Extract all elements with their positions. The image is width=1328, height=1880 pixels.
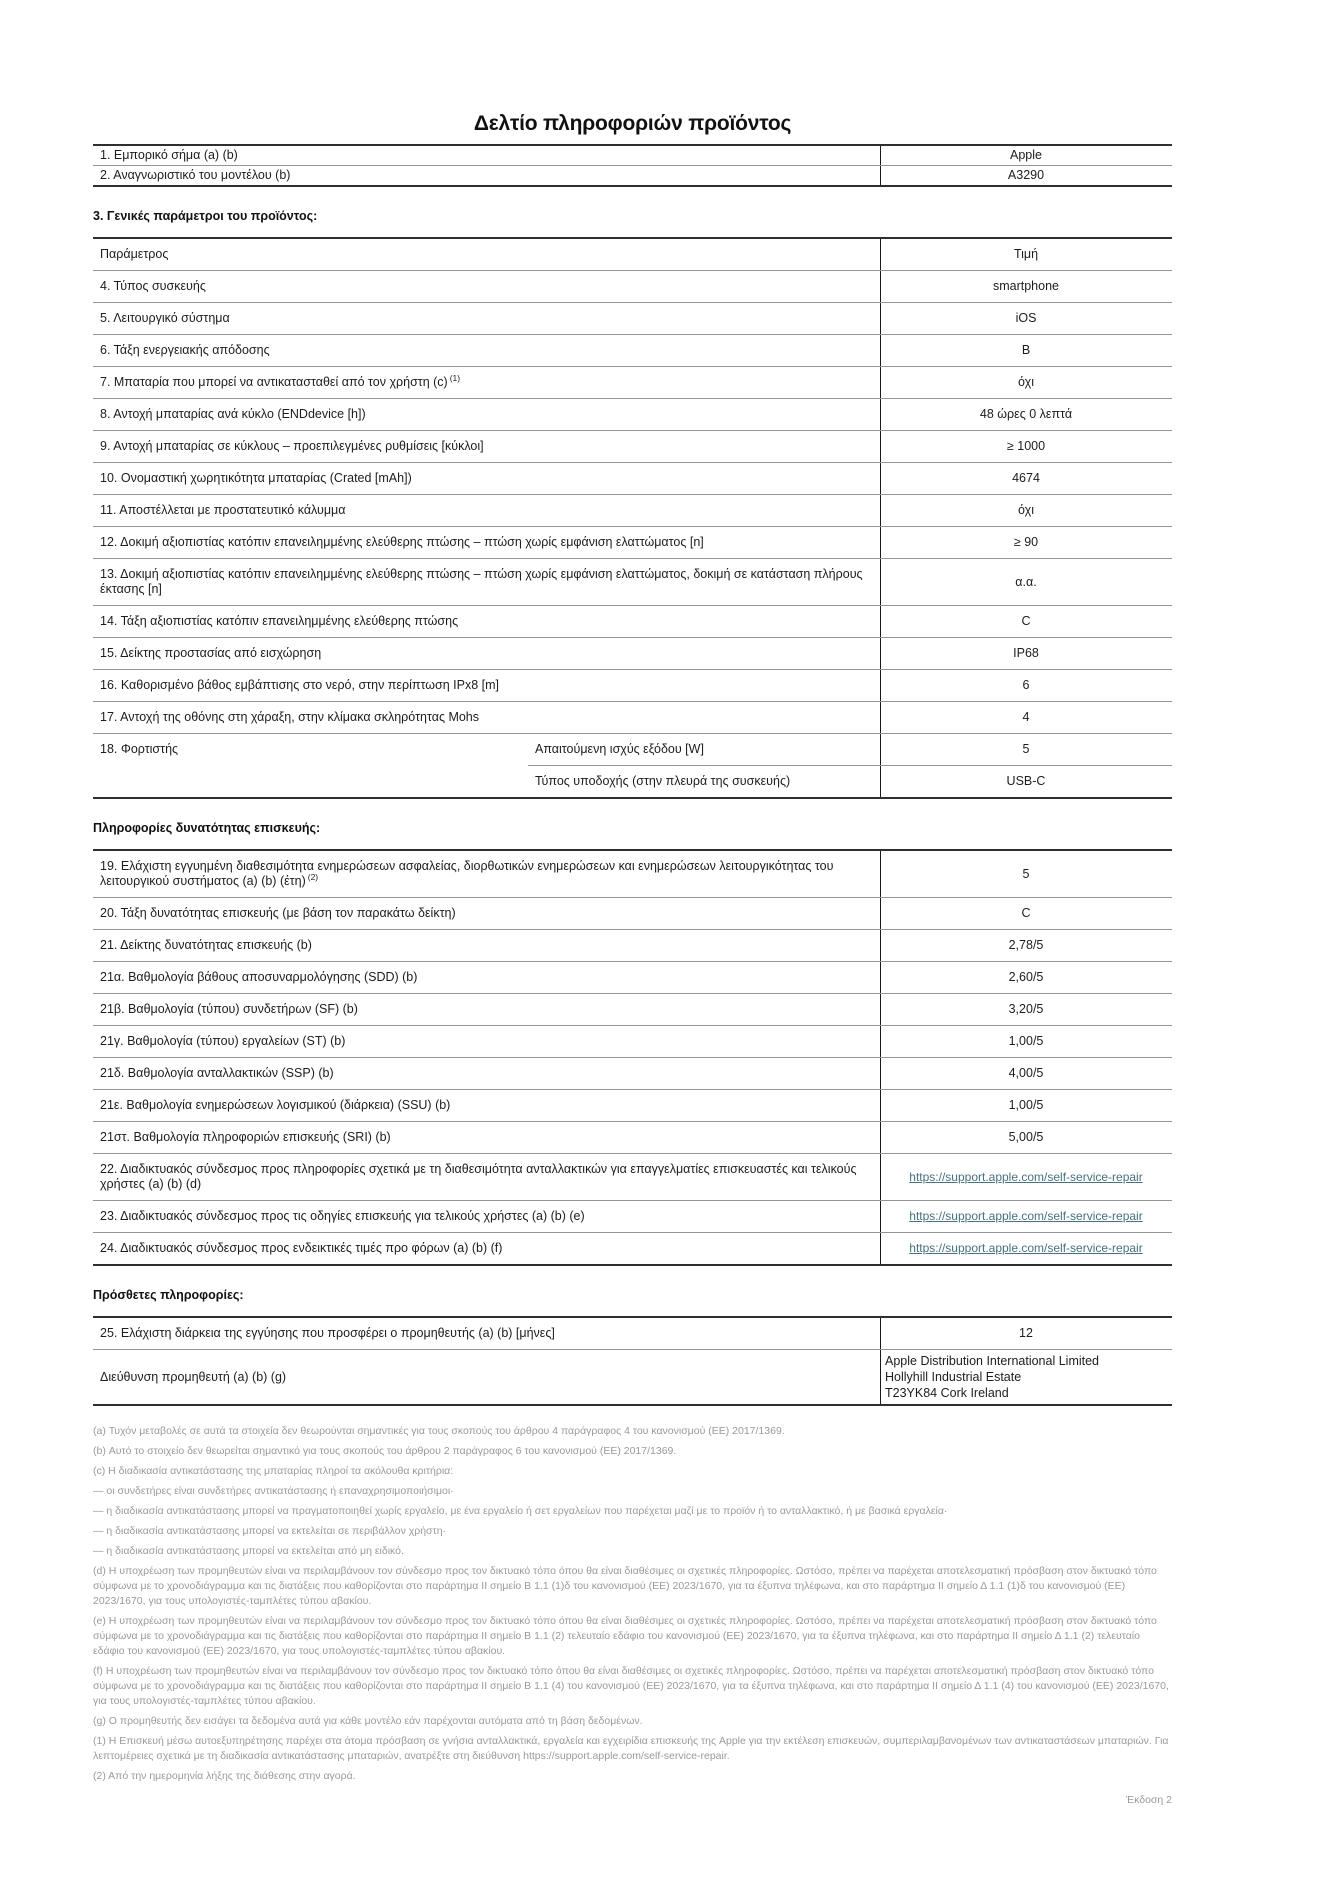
row-value: 6 — [880, 670, 1171, 701]
row-label — [93, 851, 880, 897]
row-value: 2,78/5 — [880, 930, 1171, 961]
supplier-address-line: T23YK84 Cork Ireland — [885, 1386, 1009, 1400]
row-label: 8. Αντοχή μπαταρίας ανά κύκλο (ENDdevice [h]) — [100, 407, 366, 421]
row-label: 4. Τύπος συσκευής — [100, 279, 206, 293]
table-row — [93, 1318, 1172, 1349]
additional-information-table — [93, 1316, 1172, 1406]
table-row — [93, 366, 1172, 398]
row-value: Apple — [880, 146, 1171, 165]
footnote: (1) Η Επισκευή μέσω αυτοεξυπηρέτησης παρέχει στα άτομα πρόσβαση σε γνήσια ανταλλακτικά, εργαλεία και εγχειρίδια επισκευής της Apple για την εκτέλεση επισκευών, συμπεριλαμβανομένων των αντικαταστάσεων μπαταριών. Για λεπτομέρειες σχετικά με τη διαδικασία αντικατάστασης μπαταριών, ανατρέξτε στη διεύθυνση https://support.apple.com/self-service-repair. — [93, 1735, 1169, 1762]
table-row — [93, 897, 1172, 929]
repairability-table — [93, 849, 1172, 1266]
table-row — [93, 430, 1172, 462]
row-label: 1. Εμπορικό σήμα (a) (b) — [100, 148, 238, 162]
row-label: 18. Φορτιστής — [100, 742, 179, 756]
repair-instructions-link[interactable]: https://support.apple.com/self-service-repair — [909, 1209, 1143, 1223]
row-label: 21στ. Βαθμολογία πληροφοριών επισκευής (SRI) (b) — [100, 1130, 391, 1144]
supplier-address-line: Apple Distribution International Limited — [885, 1354, 1100, 1368]
row-value: 2,60/5 — [880, 962, 1171, 993]
row-label: 21ε. Βαθμολογία ενημερώσεων λογισμικού (διάρκεια) (SSU) (b) — [100, 1098, 451, 1112]
table-row — [93, 669, 1172, 701]
table-row — [93, 851, 1172, 897]
row-value: α.α. — [880, 559, 1171, 605]
table-row — [93, 1200, 1172, 1232]
footnote: (f) Η υποχρέωση των προμηθευτών είναι να περιλαμβάνουν τον σύνδεσμο προς τον δικτυακό τόπο όπου θα είναι διαθέσιμες οι σχετικές πληροφορίες. Ωστόσο, πρέπει να παρέχεται αποτελεσματική πρόσβαση στον δικτυακό τόπο σύμφωνα με το χρονοδιάγραμμα και τις διατάξεις που καθορίζονται στο παράρτημα II σημείο B 1.1 (4) του κανονισμού (ΕΕ) 2023/1670, για τα έξυπνα τηλέφωνα, και στο παράρτημα II σημείο Δ 1.1 (4) του κανονισμού (ΕΕ) 2023/1670, για τους υπολογιστές-ταμπλέτες τύπου αβακίου. — [93, 1665, 1169, 1707]
page-title: Δελτίο πληροφοριών προϊόντος — [473, 112, 792, 135]
row-label: 15. Δείκτης προστασίας από εισχώρηση — [100, 646, 322, 660]
footnotes — [93, 1424, 1172, 1784]
row-sublabel: Τύπος υποδοχής (στην πλευρά της συσκευής) — [535, 774, 791, 788]
general-parameters-table — [93, 237, 1172, 799]
spare-parts-availability-link[interactable]: https://support.apple.com/self-service-repair — [909, 1169, 1143, 1184]
row-value: IP68 — [880, 638, 1171, 669]
identification-table — [93, 144, 1172, 187]
header-parameter: Παράμετρος — [100, 247, 169, 261]
table-row — [93, 334, 1172, 366]
supplier-address-row — [93, 1349, 1172, 1404]
row-value: smartphone — [880, 271, 1171, 302]
row-label: 12. Δοκιμή αξιοπιστίας κατόπιν επανειλημμένης ελεύθερης πτώσης – πτώση χωρίς εμφάνιση ελαττώματος [n] — [100, 535, 704, 549]
table-row — [93, 961, 1172, 993]
table-row — [93, 637, 1172, 669]
table-row — [93, 1025, 1172, 1057]
row-label: 21α. Βαθμολογία βάθους αποσυναρμολόγησης (SDD) (b) — [100, 970, 418, 984]
row-label: 21. Δείκτης δυνατότητας επισκευής (b) — [100, 938, 312, 952]
supplier-address — [880, 1350, 1171, 1404]
table-row — [93, 494, 1172, 526]
row-label: 24. Διαδικτυακός σύνδεσμος προς ενδεικτικές τιμές προ φόρων (a) (b) (f) — [100, 1241, 503, 1255]
table-row — [93, 146, 1172, 165]
row-label: 6. Τάξη ενεργειακής απόδοσης — [100, 343, 270, 357]
row-label: 17. Αντοχή της οθόνης στη χάραξη, στην κλίμακα σκληρότητας Mohs — [100, 710, 480, 724]
footnote: (d) Η υποχρέωση των προμηθευτών είναι να περιλαμβάνουν τον σύνδεσμο προς τον δικτυακό τόπο όπου θα είναι διαθέσιμες οι σχετικές πληροφορίες. Ωστόσο, πρέπει να παρέχεται αποτελεσματική πρόσβαση στον δικτυακό τόπο σύμφωνα με το χρονοδιάγραμμα και τις διατάξεις που καθορίζονται στο παράρτημα II σημείο B 1.1 (1)δ του κανονισμού (ΕΕ) 2023/1670, για τα έξυπνα τηλέφωνα, και στο παράρτημα II σημείο Δ 1.1 (1)δ του κανονισμού (ΕΕ) 2023/1670, για τους υπολογιστές-ταμπλέτες τύπου αβακίου. — [93, 1565, 1157, 1607]
table-row — [93, 1232, 1172, 1264]
row-value: USB-C — [880, 766, 1171, 797]
row-label-text: 19. Ελάχιστη εγγυημένη διαθεσιμότητα ενημερώσεων ασφαλείας, διορθωτικών ενημερώσεων και ενημερώσεων λειτουργικότητας του λειτουργικού συστήματος (a) (b) (έτη) — [100, 859, 834, 888]
row-label: 11. Αποστέλλεται με προστατευτικό κάλυμμα — [100, 503, 346, 517]
table-row — [93, 302, 1172, 334]
table-row — [528, 734, 1172, 765]
indicative-prices-link[interactable]: https://support.apple.com/self-service-repair — [909, 1241, 1143, 1255]
row-label-text: 7. Μπαταρία που μπορεί να αντικατασταθεί από τον χρήστη (c) — [100, 375, 448, 389]
table-row — [93, 398, 1172, 430]
table-row — [93, 1121, 1172, 1153]
row-label — [93, 367, 880, 398]
table-row — [93, 1153, 1172, 1200]
row-label: 21β. Βαθμολογία (τύπου) συνδετήρων (SF) (b) — [100, 1002, 358, 1016]
footnote: (a) Τυχόν μεταβολές σε αυτά τα στοιχεία δεν θεωρούνται σημαντικές για τους σκοπούς του άρθρου 4 παράγραφος 4 του κανονισμού (ΕΕ) 2017/1369. — [93, 1425, 785, 1437]
row-label: 21γ. Βαθμολογία (τύπου) εργαλείων (ST) (b) — [100, 1034, 346, 1048]
row-value: 3,20/5 — [880, 994, 1171, 1025]
row-label: 22. Διαδικτυακός σύνδεσμος προς πληροφορίες σχετικά με τη διαθεσιμότητα ανταλλακτικών για επαγγελματίες επισκευαστές και τελικούς χρήστες (a) (b) (d) — [100, 1162, 857, 1191]
row-value: 1,00/5 — [880, 1026, 1171, 1057]
row-label: 5. Λειτουργικό σύστημα — [100, 311, 230, 325]
row-value — [880, 1154, 1171, 1200]
row-value: 48 ώρες 0 λεπτά — [880, 399, 1171, 430]
table-row — [528, 765, 1172, 797]
row-label: Διεύθυνση προμηθευτή (a) (b) (g) — [100, 1369, 287, 1384]
product-information-sheet — [93, 0, 1172, 1806]
footnote-criterion: — οι συνδετήρες είναι συνδετήρες αντικατάστασης ή επαναχρησιμοποιήσιμοι· — [93, 1485, 454, 1497]
table-row — [93, 605, 1172, 637]
footnote-ref-2: (2) — [307, 871, 319, 882]
row-label: 23. Διαδικτυακός σύνδεσμος προς τις οδηγίες επισκευής για τελικούς χρήστες (a) (b) (e) — [100, 1209, 585, 1223]
footnote: (b) Αυτό το στοιχείο δεν θεωρείται σημαντικό για τους σκοπούς του άρθρου 2 παράγραφος 6 του κανονισμού (ΕΕ) 2017/1369. — [93, 1445, 677, 1457]
row-value: 4,00/5 — [880, 1058, 1171, 1089]
row-value: B — [880, 335, 1171, 366]
row-value: iOS — [880, 303, 1171, 334]
footnote: (c) Η διαδικασία αντικατάστασης της μπαταρίας πληροί τα ακόλουθα κριτήρια: — [93, 1465, 454, 1477]
table-row — [93, 1057, 1172, 1089]
table-row — [93, 165, 1172, 185]
footnote-criterion: — η διαδικασία αντικατάστασης μπορεί να εκτελείται σε περιβάλλον χρήστη· — [93, 1525, 447, 1537]
section-heading-general: 3. Γενικές παράμετροι του προϊόντος: — [93, 209, 318, 223]
row-label: 25. Ελάχιστη διάρκεια της εγγύησης που προσφέρει ο προμηθευτής (a) (b) [μήνες] — [100, 1326, 555, 1340]
charger-sub-table — [528, 734, 1172, 797]
table-row — [93, 1089, 1172, 1121]
row-value: 1,00/5 — [880, 1090, 1171, 1121]
row-value: 4 — [880, 702, 1171, 733]
row-value: 12 — [880, 1318, 1171, 1349]
row-value: A3290 — [880, 166, 1171, 185]
row-label: 2. Αναγνωριστικό του μοντέλου (b) — [100, 168, 291, 182]
row-value: 5 — [880, 851, 1171, 897]
row-value: 5 — [880, 734, 1171, 765]
row-label: 14. Τάξη αξιοπιστίας κατόπιν επανειλημμένης ελεύθερης πτώσης — [100, 614, 459, 628]
row-value: 4674 — [880, 463, 1171, 494]
row-label: 16. Καθορισμένο βάθος εμβάπτισης στο νερό, στην περίπτωση IPx8 [m] — [100, 678, 499, 692]
row-label: 13. Δοκιμή αξιοπιστίας κατόπιν επανειλημμένης ελεύθερης πτώσης – πτώση χωρίς εμφάνιση ελαττώματος, δοκιμή σε κατάσταση πλήρους έκτασης [n] — [100, 567, 863, 596]
row-label: 10. Ονομαστική χωρητικότητα μπαταρίας (Crated [mAh]) — [100, 471, 412, 485]
supplier-address-line: Hollyhill Industrial Estate — [885, 1370, 1022, 1384]
table-row — [93, 701, 1172, 733]
row-sublabel: Απαιτούμενη ισχύς εξόδου [W] — [535, 742, 704, 756]
footnote: (2) Από την ημερομηνία λήξης της διάθεσης στην αγορά. — [93, 1770, 356, 1782]
header-value: Τιμή — [880, 239, 1171, 270]
row-value: 5,00/5 — [880, 1122, 1171, 1153]
section-heading-additional: Πρόσθετες πληροφορίες: — [93, 1288, 244, 1302]
footnote: (e) Η υποχρέωση των προμηθευτών είναι να περιλαμβάνουν τον σύνδεσμο προς τον δικτυακό τόπο όπου θα είναι διαθέσιμες οι σχετικές πληροφορίες. Ωστόσο, πρέπει να παρέχεται αποτελεσματική πρόσβαση στον δικτυακό τόπο σύμφωνα με το χρονοδιάγραμμα και τις διατάξεις που καθορίζονται στο παράρτημα II σημείο B 1.1 (2) τελευταίο εδάφιο του κανονισμού (ΕΕ) 2023/1670, για τα έξυπνα τηλέφωνα, και στο παράρτημα II σημείο Δ 1.1 (2) τελευταίο εδάφιο του κανονισμού (ΕΕ) 2023/1670, για τους υπολογιστές-ταμπλέτες τύπου αβακίου. — [93, 1615, 1157, 1657]
row-value: όχι — [880, 367, 1171, 398]
footnote: (g) Ο προμηθευτής δεν εισάγει τα δεδομένα αυτά για κάθε μοντέλο εάν παρέχονται αυτόματα από τη βάση δεδομένων. — [93, 1715, 643, 1727]
row-value — [880, 1201, 1171, 1232]
row-value: C — [880, 898, 1171, 929]
row-value — [880, 1233, 1171, 1264]
row-label: 21δ. Βαθμολογία ανταλλακτικών (SSP) (b) — [100, 1066, 334, 1080]
row-label: 9. Αντοχή μπαταρίας σε κύκλους – προεπιλεγμένες ρυθμίσεις [κύκλοι] — [100, 439, 484, 453]
row-label: 20. Τάξη δυνατότητας επισκευής (με βάση τον παρακάτω δείκτη) — [100, 906, 456, 920]
row-value: C — [880, 606, 1171, 637]
table-row — [93, 526, 1172, 558]
row-value: ≥ 1000 — [880, 431, 1171, 462]
footnote-criterion: — η διαδικασία αντικατάστασης μπορεί να πραγματοποιηθεί χωρίς εργαλείο, με ένα εργαλείο ή σετ εργαλείων που παρέχεται μαζί με το προϊόν ή το ανταλλακτικό, ή με βασικά εργαλεία· — [93, 1505, 948, 1517]
row-value: όχι — [880, 495, 1171, 526]
row-value: ≥ 90 — [880, 527, 1171, 558]
table-row — [93, 270, 1172, 302]
table-row — [93, 558, 1172, 605]
table-row — [93, 993, 1172, 1025]
table-header-row — [93, 239, 1172, 270]
version-label: Έκδοση 2 — [1125, 1794, 1172, 1806]
charger-row — [93, 733, 1172, 797]
table-row — [93, 929, 1172, 961]
footnote-criterion: — η διαδικασία αντικατάστασης μπορεί να εκτελείται από μη ειδικό. — [93, 1545, 404, 1557]
section-heading-repairability: Πληροφορίες δυνατότητας επισκευής: — [93, 821, 321, 835]
table-row — [93, 462, 1172, 494]
footnote-ref-1: (1) — [449, 372, 461, 383]
